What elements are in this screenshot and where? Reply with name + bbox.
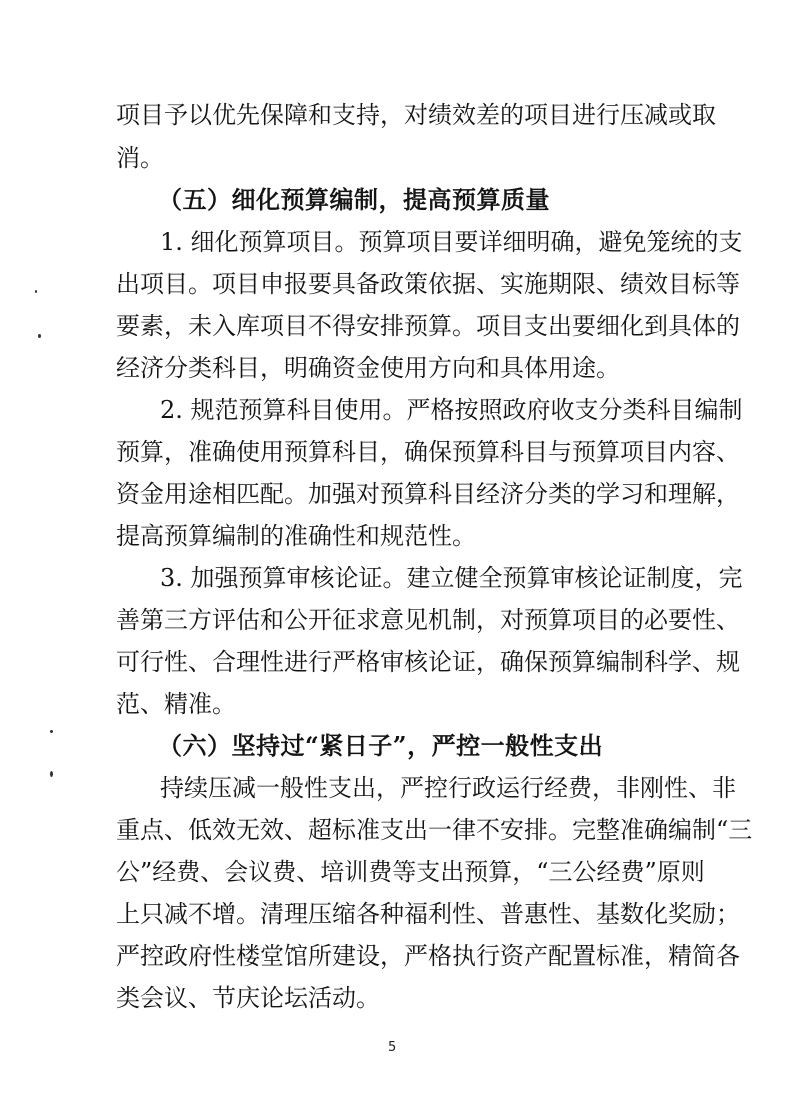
scan-speck	[50, 730, 53, 733]
text-line: 上只减不增。清理压缩各种福利性、普惠性、基数化奖励；	[116, 900, 740, 928]
text-line: 持续压减一般性支出，严控行政运行经费，非刚性、非	[160, 774, 736, 802]
text-line: 经济分类科目，明确资金使用方向和具体用途。	[116, 354, 620, 382]
scan-speck	[50, 771, 53, 777]
section-heading-5: （五）细化预算编制，提高预算质量	[158, 185, 550, 214]
text-line: 要素，未入库项目不得安排预算。项目支出要细化到具体的	[116, 312, 740, 340]
text-line: 范、精准。	[116, 690, 236, 718]
text-line: 重点、低效无效、超标准支出一律不安排。完整准确编制“三	[116, 816, 753, 844]
text-line: 可行性、合理性进行严格审核论证，确保预算编制科学、规	[116, 648, 740, 676]
scan-speck	[38, 334, 41, 338]
section-heading-6: （六）坚持过“紧日子”，严控一般性支出	[158, 731, 604, 760]
text-line: 预算，准确使用预算科目，确保预算科目与预算项目内容、	[116, 438, 740, 466]
text-line: 类会议、节庆论坛活动。	[116, 984, 380, 1012]
text-line: 消。	[116, 144, 164, 172]
text-line: 资金用途相匹配。加强对预算科目经济分类的学习和理解，	[116, 480, 740, 508]
scan-speck	[35, 290, 37, 293]
text-line: 3. 加强预算审核论证。建立健全预算审核论证制度，完	[160, 564, 743, 592]
text-line: 项目予以优先保障和支持，对绩效差的项目进行压减或取	[116, 101, 716, 129]
page-number: 5	[388, 1040, 397, 1055]
text-line: 1. 细化预算项目。预算项目要详细明确，避免笼统的支	[160, 228, 743, 256]
text-line: 善第三方评估和公开征求意见机制，对预算项目的必要性、	[116, 606, 740, 634]
text-line: 2. 规范预算科目使用。严格按照政府收支分类科目编制	[160, 396, 743, 424]
text-line: 出项目。项目申报要具备政策依据、实施期限、绩效目标等	[116, 270, 740, 298]
text-line: 严控政府性楼堂馆所建设，严格执行资产配置标准，精简各	[116, 942, 740, 970]
text-line: 提高预算编制的准确性和规范性。	[116, 522, 476, 550]
text-line: 公”经费、会议费、培训费等支出预算，“三公经费”原则	[116, 858, 705, 886]
